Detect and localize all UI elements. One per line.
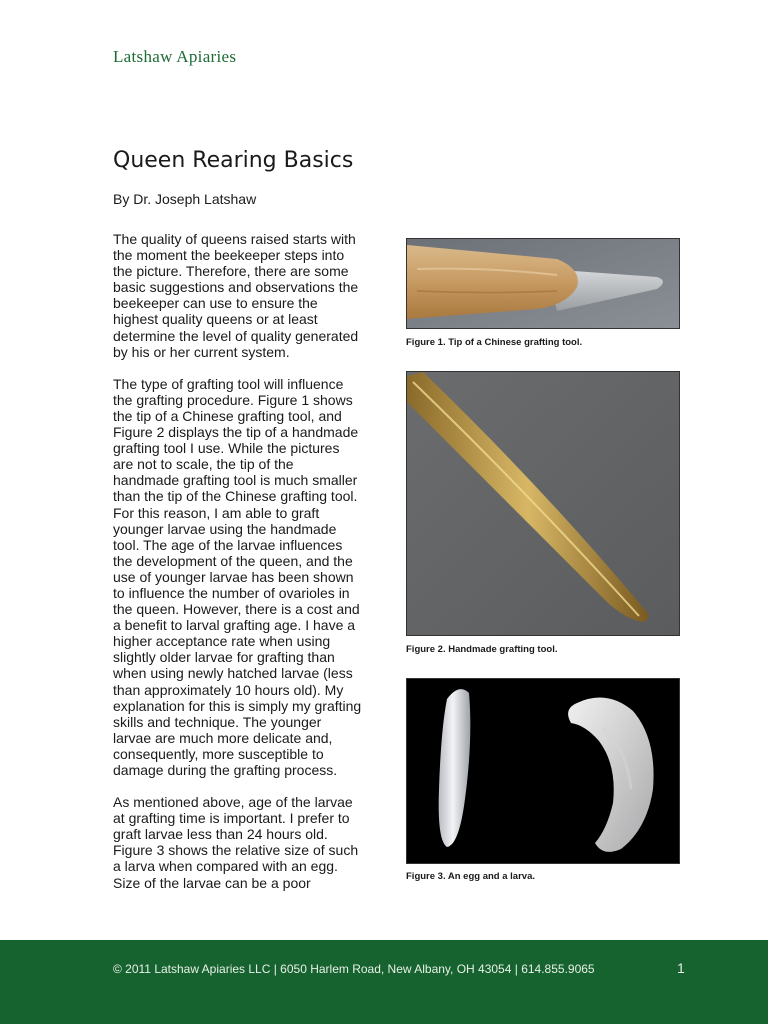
figure-2-caption: Figure 2. Handmade grafting tool.	[406, 644, 558, 655]
figure-1-caption: Figure 1. Tip of a Chinese grafting tool.	[406, 337, 583, 348]
article-body	[113, 231, 363, 907]
figure-3-caption: Figure 3. An egg and a larva.	[406, 871, 535, 882]
footer-contact: © 2011 Latshaw Apiaries LLC | 6050 Harlem Road, New Albany, OH 43054 | 614.855.9065	[113, 962, 595, 976]
brand-name: Latshaw Apiaries	[113, 47, 237, 66]
footer-bar	[0, 940, 768, 1024]
figure-3-image	[406, 678, 680, 864]
article-title: Queen Rearing Basics	[113, 148, 354, 173]
article-byline: By Dr. Joseph Latshaw	[113, 191, 257, 207]
paragraph-1: The quality of queens raised starts with the moment the beekeeper steps into the picture. Therefore, there are some basic suggestions and observations the beekeeper can use to ensure the highest quality queens or at least determine the level of quality generated by his or her current system.	[113, 231, 359, 360]
figure-1-image	[406, 238, 680, 329]
page-number: 1	[677, 960, 685, 976]
paragraph-3: As mentioned above, age of the larvae at grafting time is important. I prefer to graft larvae less than 24 hours old. Figure 3 shows the relative size of such a larva when compared with an egg. Size of the larvae can be a poor	[113, 794, 359, 891]
figure-2-image	[406, 371, 680, 636]
paragraph-2: The type of grafting tool will influence the grafting procedure. Figure 1 shows the tip of a Chinese grafting tool, and Figure 2 displays the tip of a handmade grafting tool I use. While the pictures are not to scale, the tip of the handmade grafting tool is much smaller than the tip of the Chinese grafting tool. For this reason, I am able to graft younger larvae using the handmade tool. The age of the larvae influences the development of the queen, and the use of younger larvae has been shown to influence the number of ovarioles in the queen. However, there is a cost and a benefit to larval grafting age. I have a higher acceptance rate when using slightly older larvae for grafting than when using newly hatched larvae (less than approximately 10 hours old). My explanation for this is simply my grafting skills and technique. The younger larvae are much more delicate and, consequently, more susceptible to damage during the grafting process.	[113, 375, 362, 778]
